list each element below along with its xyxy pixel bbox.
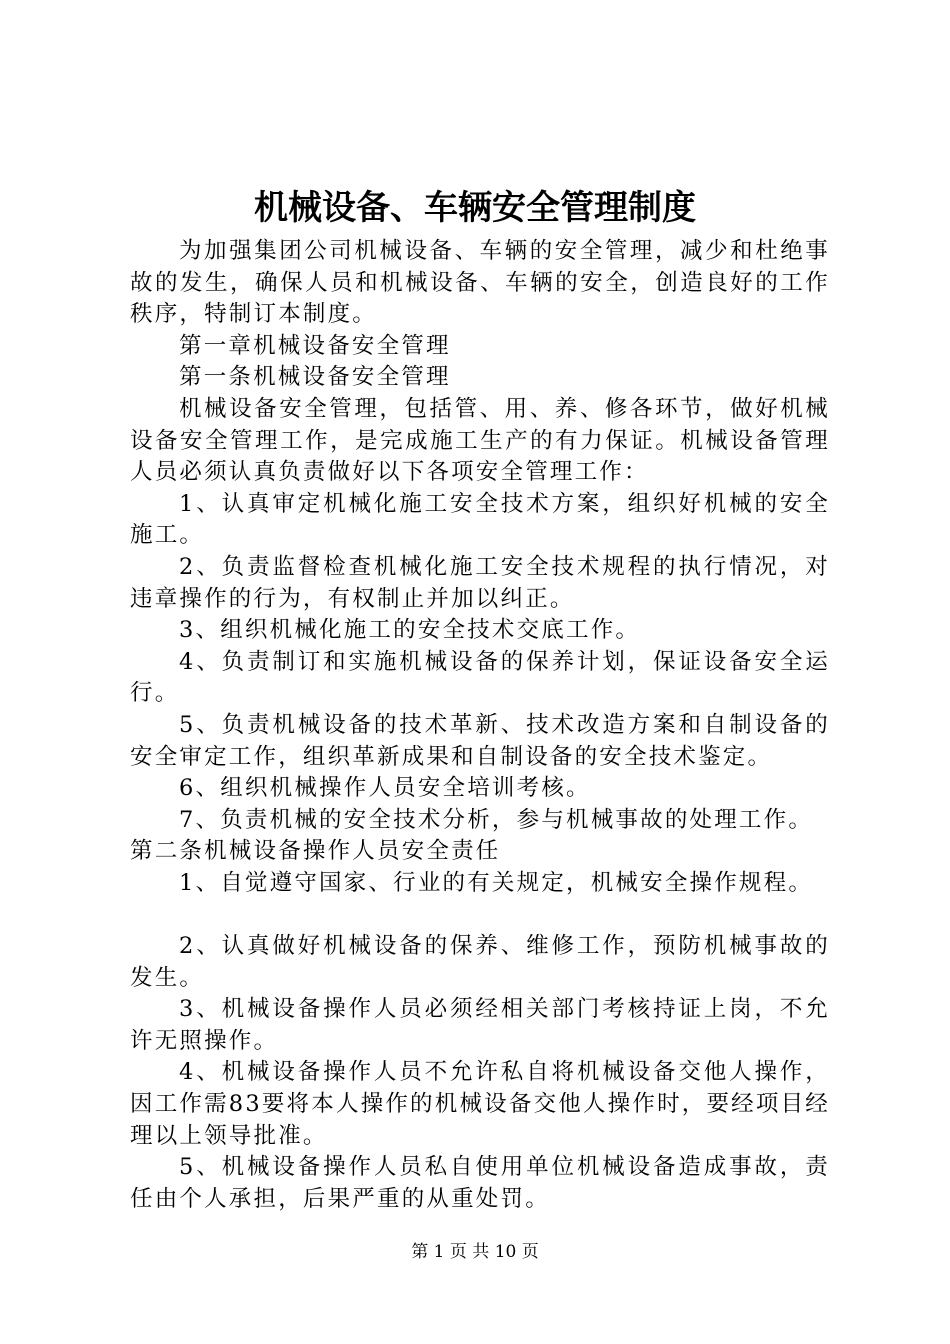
paragraph: 1、自觉遵守国家、行业的有关规定，机械安全操作规程。 — [179, 869, 814, 896]
paragraph: 第一章机械设备安全管理 — [179, 332, 451, 359]
paragraph: 5、机械设备操作人员私自使用单位机械设备造成事故，责任由个人承担，后果严重的从重处罚。 — [130, 1154, 830, 1212]
paragraph: 5、负责机械设备的技术革新、技术改造方案和自制设备的安全审定工作，组织革新成果和自制设备的安全技术鉴定。 — [130, 711, 830, 770]
document-body — [130, 236, 830, 1215]
paragraph: 2、负责监督检查机械化施工安全技术规程的执行情况，对违章操作的行为，有权制止并加以纠正。 — [130, 553, 830, 612]
paragraph: 机械设备安全管理，包括管、用、养、修各环节，做好机械设备安全管理工作，是完成施工生产的有力保证。机械设备管理人员必须认真负责做好以下各项安全管理工作： — [130, 395, 830, 486]
page-footer: 第 1 页 共 10 页 — [411, 1242, 539, 1262]
paragraph: 为加强集团公司机械设备、车辆的安全管理，减少和杜绝事故的发生，确保人员和机械设备、车辆的安全，创造良好的工作秩序，特制订本制度。 — [130, 238, 830, 328]
paragraph: 4、机械设备操作人员不允许私自将机械设备交他人操作，因工作需83要将本人操作的机械设备交他人操作时，要经项目经理以上领导批准。 — [130, 1059, 830, 1149]
blank-line — [130, 899, 830, 931]
paragraph: 第二条机械设备操作人员安全责任 — [130, 838, 501, 865]
paragraph: 6、组织机械操作人员安全培训考核。 — [179, 775, 591, 802]
paragraph: 第一条机械设备安全管理 — [179, 364, 451, 391]
paragraph: 3、组织机械化施工的安全技术交底工作。 — [179, 617, 641, 644]
paragraph: 1、认真审定机械化施工安全技术方案，组织好机械的安全施工。 — [130, 490, 830, 549]
paragraph: 2、认真做好机械设备的保养、维修工作，预防机械事故的发生。 — [130, 933, 830, 991]
paragraph: 3、机械设备操作人员必须经相关部门考核持证上岗，不允许无照操作。 — [130, 996, 830, 1054]
paragraph: 7、负责机械的安全技术分析，参与机械事故的处理工作。 — [179, 806, 814, 833]
page-title: 机械设备、车辆安全管理制度 — [254, 188, 696, 228]
paragraph: 4、负责制订和实施机械设备的保养计划，保证设备安全运行。 — [130, 648, 830, 707]
